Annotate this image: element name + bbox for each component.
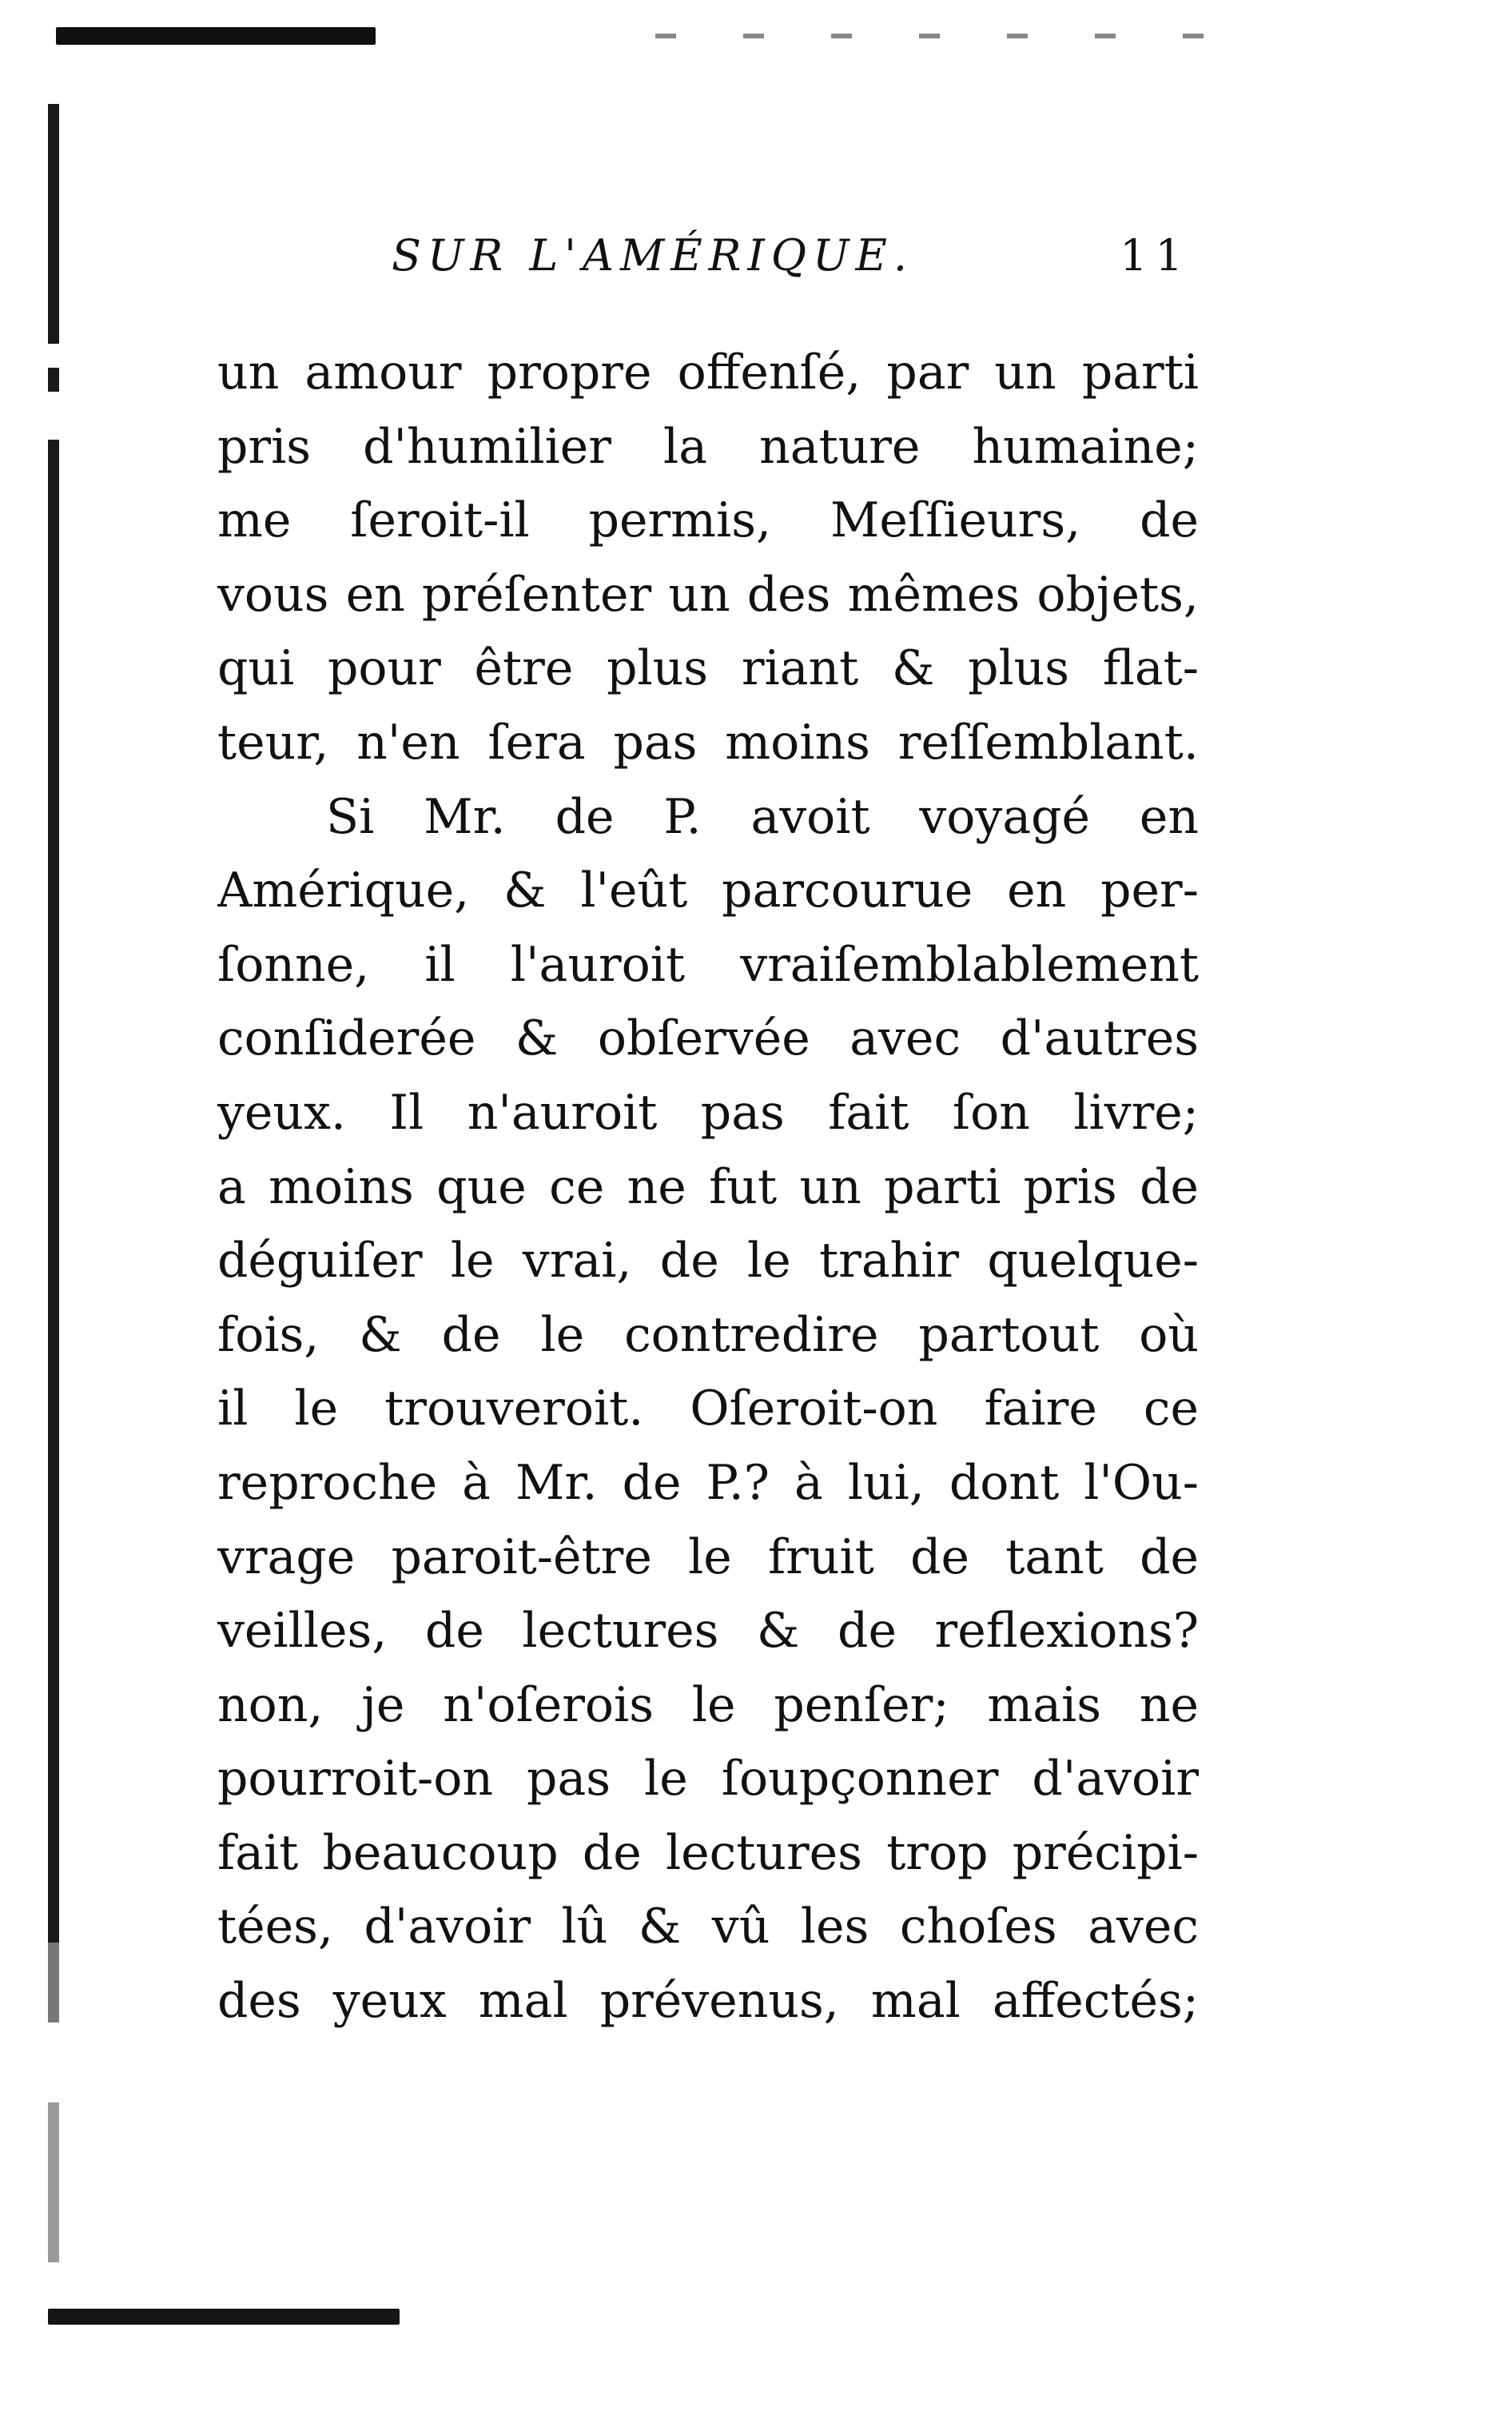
text-line: qui pour être plus riant & plus flat- [217,640,1199,697]
text-line: reproche à Mr. de P.? à lui, dont l'Ou- [217,1454,1199,1511]
scan-edge-artifact-left [48,104,59,2262]
text-line: déguiſer le vrai, de le trahir quelque- [217,1233,1199,1289]
text-line: a moins que ce ne fut un parti pris de [217,1158,1199,1215]
text-line: fois, & de le contredire partout où [217,1306,1199,1363]
text-line: teur, n'en ſera pas moins reſſemblant. [217,714,1199,771]
text-line: un amour propre offenſé, par un parti [217,345,1199,401]
text-line: non, je n'oſerois le penſer; mais ne [217,1676,1199,1733]
body-text [217,336,1199,2038]
text-line: me ſeroit-il permis, Meſſieurs, de [217,492,1199,549]
text-line: il le trouveroit. Oſeroit-on faire ce [217,1381,1199,1437]
running-head [392,224,1199,288]
text-line: fait beaucoup de lectures trop précipi- [217,1824,1199,1881]
text-line: pourroit-on pas le ſoupçonner d'avoir [217,1751,1199,1807]
scan-edge-artifact-top [56,27,376,45]
text-line: vrage paroit-être le fruit de tant de [217,1528,1199,1585]
page-number: 11 [1120,230,1191,281]
text-line: yeux. Il n'auroit pas fait ſon livre; [217,1084,1199,1141]
text-line: pris d'humilier la nature humaine; [217,418,1199,475]
text-line: conſiderée & obſervée avec d'autres [217,1010,1199,1067]
text-line: vous en préſenter un des mêmes objets, [217,566,1199,623]
running-title: SUR L'AMÉRIQUE. [392,230,914,281]
text-line: veilles, de lectures & de reflexions? [217,1603,1199,1660]
text-line: ſonne, il l'auroit vraiſemblablement [217,936,1199,993]
scan-dash-artifact [655,34,1215,38]
text-line: Amérique, & l'eût parcourue en per- [217,863,1199,919]
paragraph-first-line: Si Mr. de P. avoit voyagé en [326,788,1199,845]
text-line: des yeux mal prévenus, mal affectés; [217,1973,1199,2030]
scan-edge-artifact-bottom [48,2309,400,2325]
text-line: tées, d'avoir lû & vû les choſes avec [217,1899,1199,1955]
